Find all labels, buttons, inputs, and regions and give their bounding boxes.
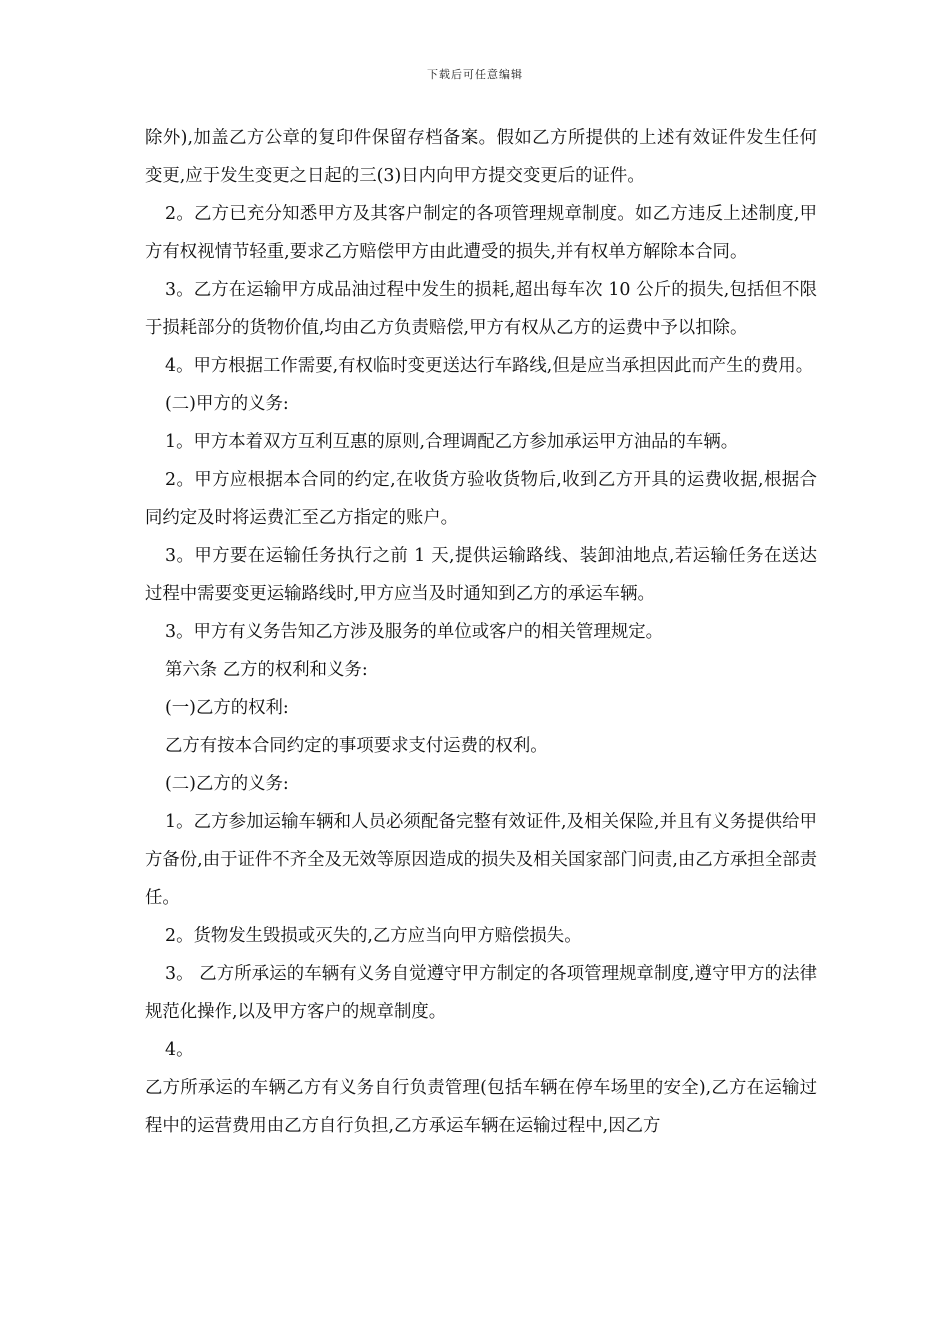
paragraph-12: 乙方有按本合同约定的事项要求支付运费的权利。 — [165, 736, 548, 756]
paragraph-9: 3。甲方有义务告知乙方涉及服务的单位或客户的相关管理规定。 — [165, 622, 664, 642]
paragraph-4: 4。甲方根据工作需要,有权临时变更送达行车路线,但是应当承担因此而产生的费用。 — [165, 356, 814, 376]
paragraph-17: 4。 — [165, 1040, 194, 1060]
document-body — [145, 119, 817, 1145]
paragraph-18: 乙方所承运的车辆乙方有义务自行负责管理(包括车辆在停车场里的安全),乙方在运输过程中的运营费用由乙方自行负担,乙方承运车辆在运输过程中,因乙方 — [145, 1078, 817, 1136]
paragraph-8: 3。甲方要在运输任务执行之前 1 天,提供运输路线、装卸油地点,若运输任务在送达过程中需要变更运输路线时,甲方应当及时通知到乙方的承运车辆。 — [145, 546, 817, 604]
page-header: 下载后可任意编辑 — [427, 68, 523, 81]
section-heading-party-b-obligations: (二)乙方的义务: — [165, 774, 289, 794]
section-heading-party-b-rights: (一)乙方的权利: — [165, 698, 289, 718]
paragraph-3: 3。乙方在运输甲方成品油过程中发生的损耗,超出每车次 10 公斤的损失,包括但不限于损耗部分的货物价值,均由乙方负责赔偿,甲方有权从乙方的运费中予以扣除。 — [145, 280, 817, 338]
article-heading-6: 第六条 乙方的权利和义务: — [165, 660, 368, 680]
paragraph-7: 2。甲方应根据本合同的约定,在收货方验收货物后,收到乙方开具的运费收据,根据合同约定及时将运费汇至乙方指定的账户。 — [145, 470, 817, 528]
paragraph-16: 3。 乙方所承运的车辆有义务自觉遵守甲方制定的各项管理规章制度,遵守甲方的法律规范化操作,以及甲方客户的规章制度。 — [145, 964, 817, 1022]
section-heading-party-a-obligations: (二)甲方的义务: — [165, 394, 289, 414]
paragraph-14: 1。乙方参加运输车辆和人员必须配备完整有效证件,及相关保险,并且有义务提供给甲方备份,由于证件不齐全及无效等原因造成的损失及相关国家部门问责,由乙方承担全部责任。 — [145, 812, 817, 908]
paragraph-6: 1。甲方本着双方互利互惠的原则,合理调配乙方参加承运甲方油品的车辆。 — [165, 432, 739, 452]
paragraph-2: 2。乙方已充分知悉甲方及其客户制定的各项管理规章制度。如乙方违反上述制度,甲方有权视情节轻重,要求乙方赔偿甲方由此遭受的损失,并有权单方解除本合同。 — [145, 204, 817, 262]
paragraph-15: 2。货物发生毁损或灭失的,乙方应当向甲方赔偿损失。 — [165, 926, 582, 946]
paragraph-1: 除外),加盖乙方公章的复印件保留存档备案。假如乙方所提供的上述有效证件发生任何变更,应于发生变更之日起的三(3)日内向甲方提交变更后的证件。 — [145, 128, 817, 186]
